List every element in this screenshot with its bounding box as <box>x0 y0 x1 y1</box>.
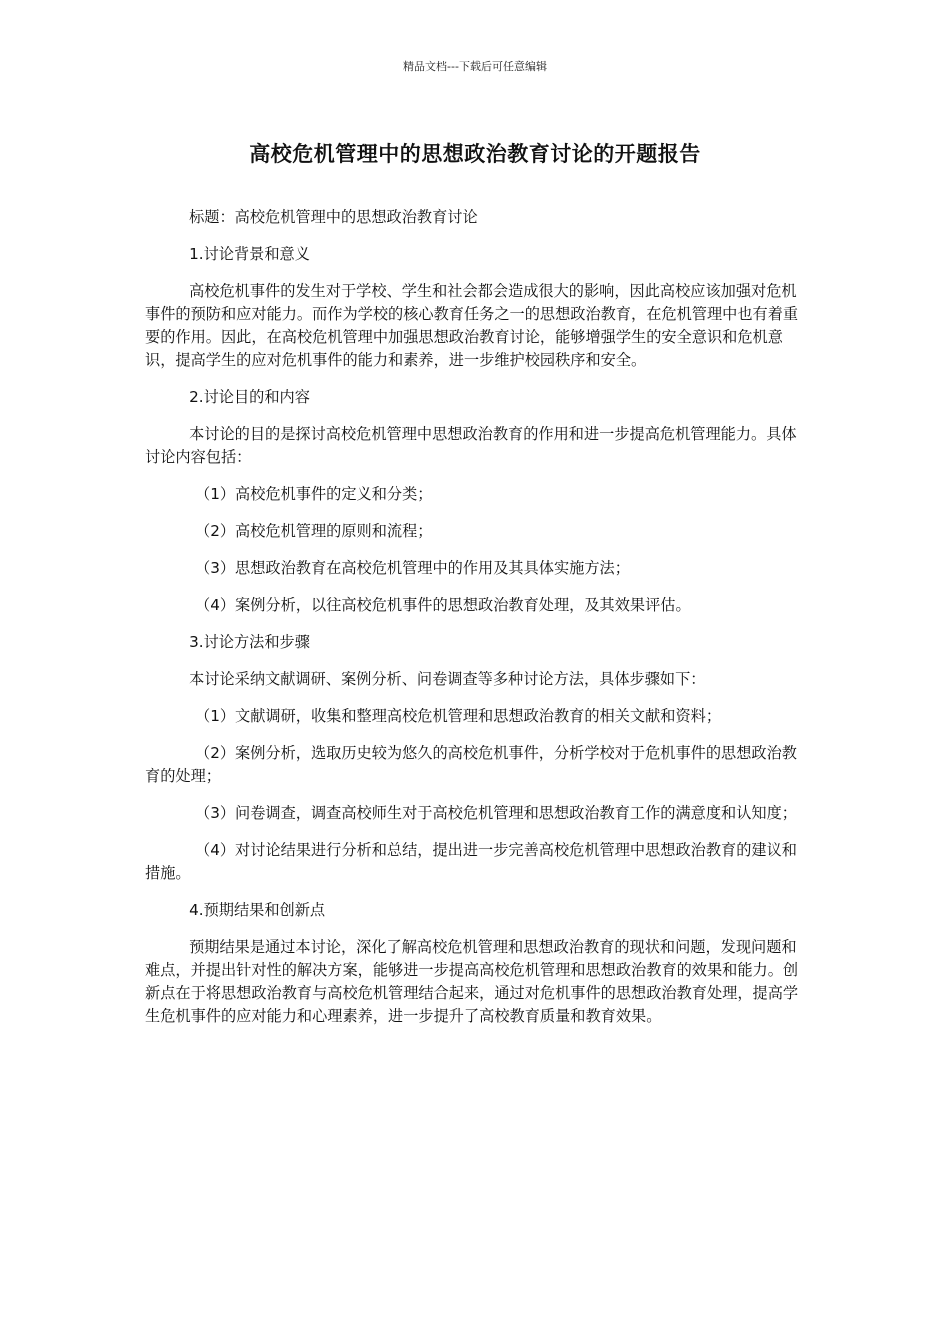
list-item: （2）案例分析，选取历史较为悠久的高校危机事件，分析学校对于危机事件的思想政治教育的处理； <box>145 744 797 785</box>
document-body <box>145 206 805 1028</box>
list-item: （1）高校危机事件的定义和分类； <box>195 485 433 503</box>
document-title: 高校危机管理中的思想政治教育讨论的开题报告 <box>249 142 701 166</box>
list-item: （3）问卷调查，调查高校师生对于高校危机管理和思想政治教育工作的满意度和认知度； <box>195 804 797 822</box>
paragraph-methods: 本讨论采纳文献调研、案例分析、问卷调查等多种讨论方法，具体步骤如下： <box>189 670 706 688</box>
list-item: （4）对讨论结果进行分析和总结，提出进一步完善高校危机管理中思想政治教育的建议和措施。 <box>145 841 797 882</box>
paragraph-purpose: 本讨论的目的是探讨高校危机管理中思想政治教育的作用和进一步提高危机管理能力。具体讨论内容包括： <box>145 425 797 466</box>
section-heading-purpose: 2.讨论目的和内容 <box>189 388 310 406</box>
paragraph-results: 预期结果是通过本讨论，深化了解高校危机管理和思想政治教育的现状和问题，发现问题和难点，并提出针对性的解决方案，能够进一步提高高校危机管理和思想政治教育的效果和能力。创新点在于将思想政治教育与高校危机管理结合起来，通过对危机事件的思想政治教育处理，提高学生危机事件的应对能力和心理素养，进一步提升了高校教育质量和教育效果。 <box>145 938 799 1025</box>
subject-line: 标题：高校危机管理中的思想政治教育讨论 <box>189 208 478 226</box>
paragraph-background: 高校危机事件的发生对于学校、学生和社会都会造成很大的影响，因此高校应该加强对危机事件的预防和应对能力。而作为学校的核心教育任务之一的思想政治教育，在危机管理中也有着重要的作用。因此，在高校危机管理中加强思想政治教育讨论，能够增强学生的安全意识和危机意识，提高学生的应对危机事件的能力和素养，进一步维护校园秩序和安全。 <box>145 282 799 369</box>
list-item: （4）案例分析，以往高校危机事件的思想政治教育处理，及其效果评估。 <box>195 596 691 614</box>
list-item: （3）思想政治教育在高校危机管理中的作用及其具体实施方法； <box>195 559 630 577</box>
section-heading-background: 1.讨论背景和意义 <box>189 245 310 263</box>
page-header-note: 精品文档---下载后可任意编辑 <box>403 60 547 73</box>
section-heading-methods: 3.讨论方法和步骤 <box>189 633 310 651</box>
list-item: （2）高校危机管理的原则和流程； <box>195 522 433 540</box>
section-heading-results: 4.预期结果和创新点 <box>189 901 326 919</box>
list-item: （1）文献调研，收集和整理高校危机管理和思想政治教育的相关文献和资料； <box>195 707 722 725</box>
